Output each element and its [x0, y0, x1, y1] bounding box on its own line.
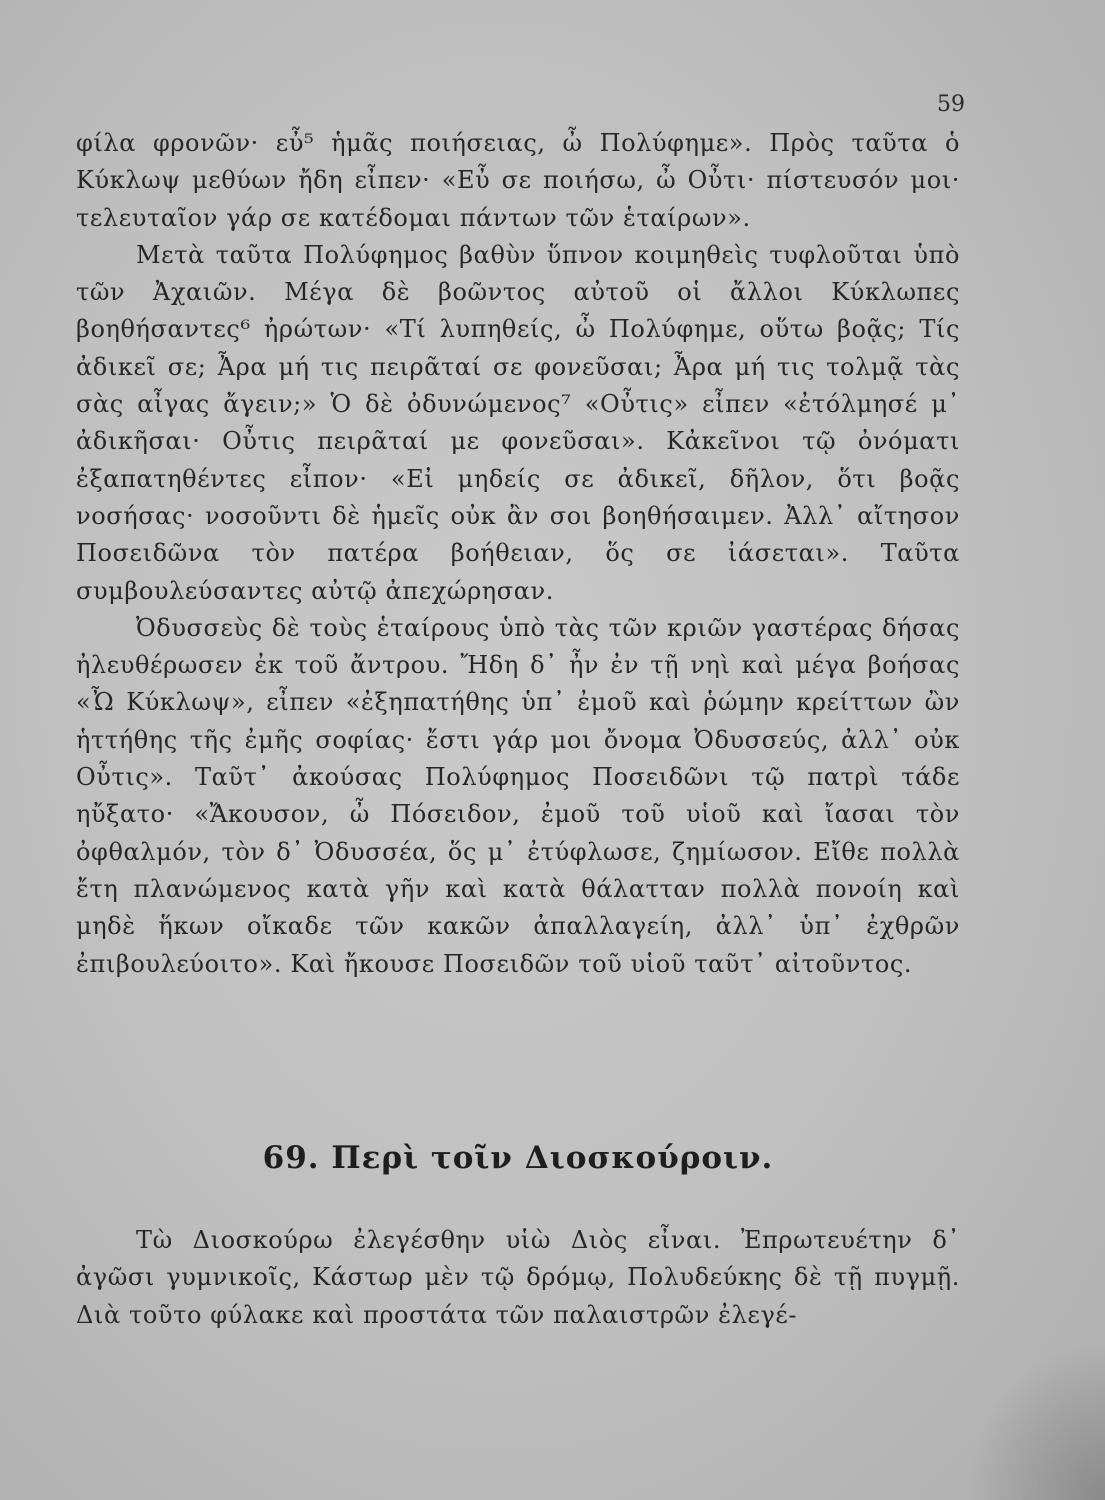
section-heading: 69. Περὶ τοῖν Διοσκούροιν.: [262, 1140, 774, 1176]
page-corner-shadow: [965, 1340, 1105, 1500]
paragraph-4: Τὼ Διοσκούρω ἐλεγέσθην υἱὼ Διὸς εἶναι. Ἐπρωτευέτην δ᾽ ἀγῶσι γυμνικοῖς, Κάστωρ μὲν τῷ δρόμῳ, Πολυδεύκης δὲ τῇ πυγμῇ. Διὰ τοῦτο φύλακε καὶ προστάτα τῶν παλαιστρῶν ἐλεγέ-: [76, 1226, 960, 1329]
body-text-section-1: [76, 125, 960, 983]
paragraph-1: φίλα φρονῶν· εὖ⁵ ἡμᾶς ποιήσειας, ὦ Πολύφημε». Πρὸς ταῦτα ὁ Κύκλωψ μεθύων ἤδη εἶπεν· «Εὖ σε ποιήσω, ὦ Οὖτι· πίστευσόν μοι· τελευταῖον γάρ σε κατέδομαι πάντων τῶν ἑταίρων».: [76, 129, 960, 232]
paragraph-2: Μετὰ ταῦτα Πολύφημος βαθὺν ὕπνον κοιμηθεὶς τυφλοῦται ὑπὸ τῶν Ἀχαιῶν. Μέγα δὲ βοῶντος αὐτοῦ οἱ ἄλλοι Κύκλωπες βοηθήσαντες⁶ ἠρώτων· «Τί λυπηθείς, ὦ Πολύφημε, οὕτω βοᾷς; Τίς ἀδικεῖ σε; Ἆρα μή τις πειρᾶταί σε φονεῦσαι; Ἆρα μή τις τολμᾷ τὰς σὰς αἶγας ἄγειν;» Ὁ δὲ ὀδυνώμενος⁷ «Οὖτις» εἶπεν «ἐτόλμησέ μ᾽ ἀδικῆσαι· Οὖτις πειρᾶταί με φονεῦσαι». Κἀκεῖνοι τῷ ὀνόματι ἐξαπατηθέντες εἶπον· «Εἰ μηδείς σε ἀδικεῖ, δῆλον, ὅτι βοᾷς νοσήσας· νοσοῦντι δὲ ἡμεῖς οὐκ ἂν σοι βοηθήσαιμεν. Ἀλλ᾽ αἴτησον Ποσειδῶνα τὸν πατέρα βοήθειαν, ὅς σε ἰάσεται». Ταῦτα συμβουλεύσαντες αὐτῷ ἀπεχώρησαν.: [76, 240, 960, 605]
body-text-section-2: [76, 1222, 960, 1334]
page-number: 59: [937, 92, 965, 117]
paragraph-3: Ὀδυσσεὺς δὲ τοὺς ἑταίρους ὑπὸ τὰς τῶν κριῶν γαστέρας δήσας ἠλευθέρωσεν ἐκ τοῦ ἄντρου. Ἤδη δ᾽ ἦν ἐν τῇ νηὶ καὶ μέγα βοήσας «Ὦ Κύκλωψ», εἶπεν «ἐξηπατήθης ὑπ᾽ ἐμοῦ καὶ ῥώμην κρείττων ὢν ἡττήθης τῆς ἐμῆς σοφίας· ἔστι γάρ μοι ὄνομα Ὀδυσσεύς, ἀλλ᾽ οὐκ Οὖτις». Ταῦτ᾽ ἀκούσας Πολύφημος Ποσειδῶνι τῷ πατρὶ τάδε ηὔξατο· «Ἄκουσον, ὦ Πόσειδον, ἐμοῦ τοῦ υἱοῦ καὶ ἴασαι τὸν ὀφθαλμόν, τὸν δ᾽ Ὀδυσσέα, ὅς μ᾽ ἐτύφλωσε, ζημίωσον. Εἴθε πολλὰ ἔτη πλανώμενος κατὰ γῆν καὶ κατὰ θάλατταν πολλὰ πονοίη καὶ μηδὲ ἥκων οἴκαδε τῶν κακῶν ἀπαλλαγείη, ἀλλ᾽ ὑπ᾽ ἐχθρῶν ἐπιβουλεύοιτο». Καὶ ἤκουσε Ποσειδῶν τοῦ υἱοῦ ταῦτ᾽ αἰτοῦντος.: [76, 613, 960, 978]
